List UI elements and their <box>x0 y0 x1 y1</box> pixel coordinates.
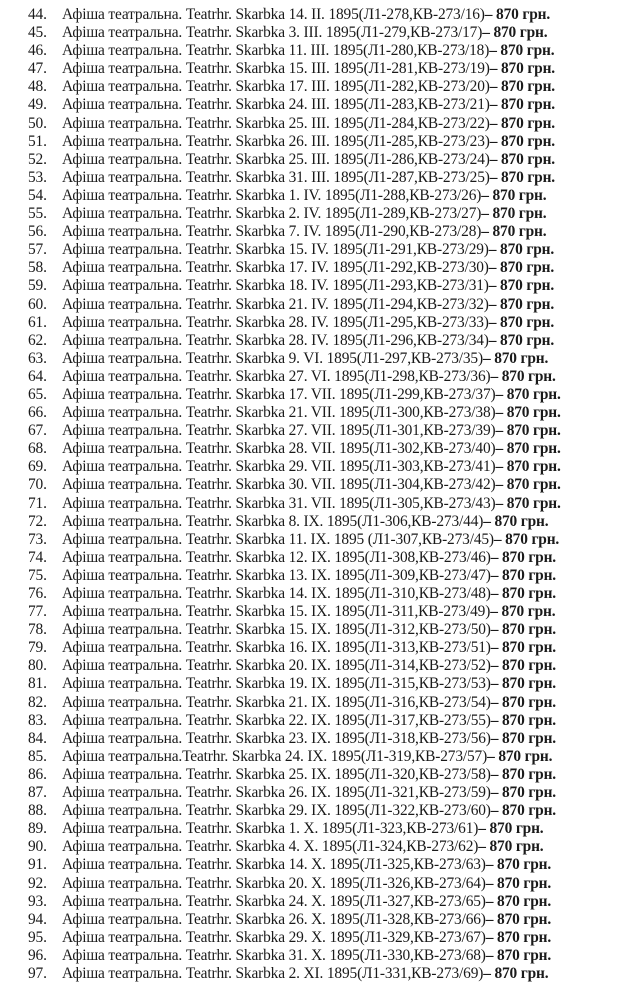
item-number: 50. <box>28 114 47 132</box>
item-text: Афіша театральна. Teatrhr. Skarbka 21. IX. 1895(Л1-316,КВ-273/54) <box>62 693 491 711</box>
list-item <box>28 476 628 494</box>
list-item <box>28 965 628 983</box>
item-text: Афіша театральна.Teatrhr. Skarbka 24. IX. 1895(Л1-319,КВ-273/57) <box>62 747 488 765</box>
item-price: – 870 грн. <box>489 168 555 186</box>
list-item <box>28 567 628 585</box>
item-text: Афіша театральна. Teatrhr. Skarbka 1. X. 1895(Л1-323,КВ-273/61) <box>62 820 479 838</box>
item-price: – 870 грн. <box>485 856 552 874</box>
item-text: Афіша театральна. Teatrhr. Skarbka 30. VII. 1895(Л1-304,КВ-273/42) <box>62 476 496 494</box>
item-price: – 870 грн. <box>490 693 557 711</box>
item-price: – 870 грн. <box>489 42 555 60</box>
item-number: 68. <box>28 440 47 458</box>
list-item <box>28 893 628 911</box>
list-item <box>28 820 628 838</box>
list-item <box>28 205 628 223</box>
list-item <box>28 766 628 784</box>
item-number: 56. <box>28 223 47 241</box>
item-text: Афіша театральна. Teatrhr. Skarbka 14. II. 1895(Л1-278,КВ-273/16) <box>62 6 485 23</box>
list-item <box>28 440 628 458</box>
item-price: – 870 грн. <box>482 24 548 42</box>
item-price: – 870 грн. <box>495 458 561 476</box>
item-price: – 870 грн. <box>495 494 561 512</box>
list-item <box>28 730 628 748</box>
item-text: Афіша театральна. Teatrhr. Skarbka 20. X. 1895(Л1-326,КВ-273/64) <box>62 874 486 892</box>
item-price: – 870 грн. <box>490 585 557 602</box>
item-text: Афіша театральна. Teatrhr. Skarbka 19. IX. 1895(Л1-315,КВ-273/53) <box>62 675 491 693</box>
item-price: – 870 грн. <box>485 910 552 928</box>
item-price: – 870 грн. <box>488 277 555 295</box>
item-number: 88. <box>28 802 47 820</box>
list-item <box>28 96 628 114</box>
item-number: 78. <box>28 621 47 639</box>
item-text: Афіша театральна. Teatrhr. Skarbka 3. III. 1895(Л1-279,КВ-273/17) <box>62 24 483 42</box>
item-text: Афіша театральна. Teatrhr. Skarbka 26. X. 1895(Л1-328,КВ-273/66) <box>62 910 486 928</box>
list-item <box>28 151 628 169</box>
item-number: 79. <box>28 639 47 657</box>
item-text: Афіша театральна. Teatrhr. Skarbka 20. IX. 1895(Л1-314,КВ-273/52) <box>62 657 491 675</box>
item-text: Афіша театральна. Teatrhr. Skarbka 4. X. 1895(Л1-324,КВ-273/62) <box>62 838 479 856</box>
item-text: Афіша театральна. Teatrhr. Skarbka 25. III. 1895(Л1-284,КВ-273/22) <box>62 114 490 132</box>
item-text: Афіша театральна. Teatrhr. Skarbka 31. III. 1895(Л1-287,КВ-273/25) <box>62 168 490 186</box>
item-number: 74. <box>28 548 47 566</box>
item-price: – 870 грн. <box>490 548 557 566</box>
list-item <box>28 549 628 567</box>
item-number: 87. <box>28 784 47 802</box>
item-text: Афіша театральна. Teatrhr. Skarbka 9. VI. 1895(Л1-297,КВ-273/35) <box>62 349 483 367</box>
item-number: 47. <box>28 60 47 78</box>
item-price: – 870 грн. <box>478 838 544 856</box>
list-item <box>28 947 628 965</box>
item-text: Афіша театральна. Teatrhr. Skarbka 28. VII. 1895(Л1-302,КВ-273/40) <box>62 440 496 458</box>
item-price: – 870 грн. <box>488 313 555 331</box>
item-text: Афіша театральна. Teatrhr. Skarbka 22. IX. 1895(Л1-317,КВ-273/55) <box>62 711 491 729</box>
item-text: Афіша театральна. Teatrhr. Skarbka 27. VII. 1895(Л1-301,КВ-273/39) <box>62 422 496 440</box>
item-text: Афіша театральна. Teatrhr. Skarbka 15. IV. 1895(Л1-291,КВ-273/29) <box>62 241 489 259</box>
item-number: 80. <box>28 657 47 675</box>
item-price: – 870 грн. <box>481 186 547 204</box>
item-price: – 870 грн. <box>478 820 544 838</box>
item-number: 94. <box>28 910 47 928</box>
list-item <box>28 187 628 205</box>
item-price: – 870 грн. <box>485 892 552 910</box>
item-number: 45. <box>28 24 47 42</box>
list-item <box>28 350 628 368</box>
item-text: Афіша театральна. Teatrhr. Skarbka 11. III. 1895(Л1-280,КВ-273/18) <box>62 42 490 60</box>
list-item <box>28 404 628 422</box>
item-number: 58. <box>28 259 47 277</box>
item-text: Афіша театральна. Teatrhr. Skarbka 11. IX. 1895 (Л1-307,КВ-273/45) <box>62 530 494 548</box>
list-item <box>28 223 628 241</box>
item-number: 91. <box>28 856 47 874</box>
item-number: 76. <box>28 585 47 602</box>
item-number: 71. <box>28 494 47 512</box>
item-price: – 870 грн. <box>489 132 555 150</box>
item-number: 62. <box>28 331 47 349</box>
item-text: Афіша театральна. Teatrhr. Skarbka 15. III. 1895(Л1-281,КВ-273/19) <box>62 60 490 78</box>
list-item <box>28 60 628 78</box>
item-text: Афіша театральна. Teatrhr. Skarbka 23. IX. 1895(Л1-318,КВ-273/56) <box>62 729 491 747</box>
item-price: – 870 грн. <box>490 603 556 621</box>
item-price: – 870 грн. <box>482 349 549 367</box>
item-number: 73. <box>28 530 47 548</box>
item-text: Афіша театральна. Teatrhr. Skarbka 29. VII. 1895(Л1-303,КВ-273/41) <box>62 458 496 476</box>
list-item <box>28 838 628 856</box>
list-item <box>28 277 628 295</box>
item-text: Афіша театральна. Teatrhr. Skarbka 12. IX. 1895(Л1-308,КВ-273/46) <box>62 548 491 566</box>
list-item <box>28 531 628 549</box>
list-item <box>28 802 628 820</box>
list-item <box>28 748 628 766</box>
item-text: Афіша театральна. Teatrhr. Skarbka 27. VI. 1895(Л1-298,КВ-273/36) <box>62 367 491 385</box>
item-price: – 870 грн. <box>488 331 555 349</box>
list-item <box>28 169 628 187</box>
item-text: Афіша театральна. Teatrhr. Skarbka 2. XI. 1895(Л1-331,КВ-273/69) <box>62 964 484 982</box>
item-text: Афіша театральна. Teatrhr. Skarbka 18. IV. 1895(Л1-293,КВ-273/31) <box>62 277 489 295</box>
list-item <box>28 603 628 621</box>
item-text: Афіша театральна. Teatrhr. Skarbka 16. IX. 1895(Л1-313,КВ-273/51) <box>62 639 491 657</box>
item-text: Афіша театральна. Teatrhr. Skarbka 1. IV. 1895(Л1-288,КВ-273/26) <box>62 186 482 204</box>
item-number: 84. <box>28 729 47 747</box>
list-item <box>28 856 628 874</box>
item-number: 51. <box>28 132 47 150</box>
item-price: – 870 грн. <box>495 476 561 494</box>
item-price: – 870 грн. <box>488 241 555 259</box>
item-text: Афіша театральна. Teatrhr. Skarbka 25. III. 1895(Л1-286,КВ-273/24) <box>62 150 490 168</box>
item-price: – 870 грн. <box>490 639 557 657</box>
item-price: – 870 грн. <box>495 440 561 458</box>
item-price: – 870 грн. <box>490 675 557 693</box>
list-item <box>28 675 628 693</box>
list-item <box>28 458 628 476</box>
list-item <box>28 133 628 151</box>
list-item <box>28 621 628 639</box>
item-text: Афіша театральна. Teatrhr. Skarbka 28. IV. 1895(Л1-295,КВ-273/33) <box>62 313 489 331</box>
item-number: 95. <box>28 928 47 946</box>
item-price: – 870 грн. <box>489 78 555 96</box>
item-text: Афіша театральна. Teatrhr. Skarbka 17. III. 1895(Л1-282,КВ-273/20) <box>62 78 490 96</box>
item-number: 82. <box>28 693 47 711</box>
item-price: – 870 грн. <box>490 729 557 747</box>
item-price: – 870 грн. <box>493 530 560 548</box>
list-item <box>28 78 628 96</box>
item-text: Афіша театральна. Teatrhr. Skarbka 29. X. 1895(Л1-329,КВ-273/67) <box>62 928 486 946</box>
list-item <box>28 24 628 42</box>
item-text: Афіша театральна. Teatrhr. Skarbka 15. IX. 1895(Л1-311,КВ-273/49) <box>62 603 491 621</box>
item-number: 46. <box>28 42 47 60</box>
item-text: Афіша театральна. Teatrhr. Skarbka 26. IX. 1895(Л1-321,КВ-273/59) <box>62 784 491 802</box>
item-text: Афіша театральна. Teatrhr. Skarbka 17. IV. 1895(Л1-292,КВ-273/30) <box>62 259 489 277</box>
item-number: 70. <box>28 476 47 494</box>
item-price: – 870 грн. <box>487 747 553 765</box>
item-number: 89. <box>28 820 47 838</box>
item-number: 83. <box>28 711 47 729</box>
item-text: Афіша театральна. Teatrhr. Skarbka 29. IX. 1895(Л1-322,КВ-273/60) <box>62 802 491 820</box>
list-item <box>28 712 628 730</box>
list-item <box>28 929 628 947</box>
list-item <box>28 422 628 440</box>
item-text: Афіша театральна. Teatrhr. Skarbka 14. X. 1895(Л1-325,КВ-273/63) <box>62 856 486 874</box>
item-number: 52. <box>28 150 47 168</box>
item-number: 61. <box>28 313 47 331</box>
item-number: 72. <box>28 512 47 530</box>
item-price: – 870 грн. <box>485 874 552 892</box>
item-price: – 870 грн. <box>495 404 561 422</box>
item-text: Афіша театральна. Teatrhr. Skarbka 15. IX. 1895(Л1-312,КВ-273/50) <box>62 621 491 639</box>
item-text: Афіша театральна. Teatrhr. Skarbka 26. III. 1895(Л1-285,КВ-273/23) <box>62 132 490 150</box>
item-text: Афіша театральна. Teatrhr. Skarbka 24. X. 1895(Л1-327,КВ-273/65) <box>62 892 486 910</box>
item-price: – 870 грн. <box>490 621 557 639</box>
item-number: 69. <box>28 458 47 476</box>
item-text: Афіша театральна. Teatrhr. Skarbka 21. VII. 1895(Л1-300,КВ-273/38) <box>62 404 496 422</box>
item-price: – 870 грн. <box>488 295 555 313</box>
item-price: – 870 грн. <box>489 150 555 168</box>
item-number: 67. <box>28 422 47 440</box>
item-number: 90. <box>28 838 47 856</box>
list-item <box>28 495 628 513</box>
item-number: 92. <box>28 874 47 892</box>
item-number: 48. <box>28 78 47 96</box>
item-price: – 870 грн. <box>490 711 557 729</box>
item-number: 86. <box>28 765 47 783</box>
item-text: Афіша театральна. Teatrhr. Skarbka 17. VII. 1895(Л1-299,КВ-273/37) <box>62 385 496 403</box>
list-item <box>28 639 628 657</box>
item-number: 59. <box>28 277 47 295</box>
item-text: Афіша театральна. Teatrhr. Skarbka 21. IV. 1895(Л1-294,КВ-273/32) <box>62 295 489 313</box>
item-number: 66. <box>28 404 47 422</box>
list-item <box>28 241 628 259</box>
list-item <box>28 314 628 332</box>
list-item <box>28 332 628 350</box>
item-number: 64. <box>28 367 47 385</box>
item-price: – 870 грн. <box>483 512 549 530</box>
list-item <box>28 657 628 675</box>
item-text: Афіша театральна. Teatrhr. Skarbka 8. IX. 1895(Л1-306,КВ-273/44) <box>62 512 484 530</box>
list-item <box>28 694 628 712</box>
item-price: – 870 грн. <box>489 60 555 78</box>
item-price: – 870 грн. <box>495 422 561 440</box>
item-price: – 870 грн. <box>483 964 549 982</box>
item-price: – 870 грн. <box>490 657 557 675</box>
item-price: – 870 грн. <box>481 205 547 223</box>
item-number: 81. <box>28 675 47 693</box>
list-item <box>28 115 628 133</box>
item-text: Афіша театральна. Teatrhr. Skarbka 25. IX. 1895(Л1-320,КВ-273/58) <box>62 765 491 783</box>
item-number: 60. <box>28 295 47 313</box>
item-price: – 870 грн. <box>489 114 555 132</box>
item-price: – 870 грн. <box>490 765 557 783</box>
item-price: – 870 грн. <box>490 367 556 385</box>
item-number: 77. <box>28 603 47 621</box>
list-item <box>28 259 628 277</box>
list-item <box>28 911 628 929</box>
item-text: Афіша театральна. Teatrhr. Skarbka 14. IX. 1895(Л1-310,КВ-273/48) <box>62 585 491 602</box>
item-number: 75. <box>28 566 47 584</box>
item-number: 57. <box>28 241 47 259</box>
item-price: – 870 грн. <box>495 385 561 403</box>
item-number: 65. <box>28 385 47 403</box>
list-item <box>28 875 628 893</box>
list-item <box>28 585 628 603</box>
item-price: – 870 грн. <box>489 96 555 114</box>
item-number: 54. <box>28 186 47 204</box>
item-number: 53. <box>28 168 47 186</box>
item-number: 49. <box>28 96 47 114</box>
list-item <box>28 368 628 386</box>
item-price: – 870 грн. <box>485 946 552 964</box>
item-price: – 870 грн. <box>490 784 557 802</box>
item-price: – 870 грн. <box>481 223 547 241</box>
item-number: 44. <box>28 6 47 23</box>
item-price: – 870 грн. <box>485 928 552 946</box>
list-item <box>28 296 628 314</box>
list-item <box>28 386 628 404</box>
item-text: Афіша театральна. Teatrhr. Skarbka 31. VII. 1895(Л1-305,КВ-273/43) <box>62 494 496 512</box>
item-number: 85. <box>28 747 47 765</box>
item-text: Афіша театральна. Teatrhr. Skarbka 24. III. 1895(Л1-283,КВ-273/21) <box>62 96 490 114</box>
item-text: Афіша театральна. Teatrhr. Skarbka 7. IV. 1895(Л1-290,КВ-273/28) <box>62 223 482 241</box>
item-number: 96. <box>28 946 47 964</box>
item-text: Афіша театральна. Teatrhr. Skarbka 13. IX. 1895(Л1-309,КВ-273/47) <box>62 566 491 584</box>
item-number: 93. <box>28 892 47 910</box>
catalog-list <box>28 6 628 983</box>
item-text: Афіша театральна. Teatrhr. Skarbka 2. IV. 1895(Л1-289,КВ-273/27) <box>62 205 482 223</box>
item-price: – 870 грн. <box>490 802 557 820</box>
list-item <box>28 513 628 531</box>
item-number: 97. <box>28 964 47 982</box>
item-number: 63. <box>28 349 47 367</box>
list-item <box>28 42 628 60</box>
item-text: Афіша театральна. Teatrhr. Skarbka 31. X. 1895(Л1-330,КВ-273/68) <box>62 946 486 964</box>
list-item <box>28 6 628 24</box>
item-text: Афіша театральна. Teatrhr. Skarbka 28. IV. 1895(Л1-296,КВ-273/34) <box>62 331 489 349</box>
item-price: – 870 грн. <box>490 566 557 584</box>
item-number: 55. <box>28 205 47 223</box>
item-price: – 870 грн. <box>484 6 551 23</box>
list-item <box>28 784 628 802</box>
item-price: – 870 грн. <box>488 259 555 277</box>
